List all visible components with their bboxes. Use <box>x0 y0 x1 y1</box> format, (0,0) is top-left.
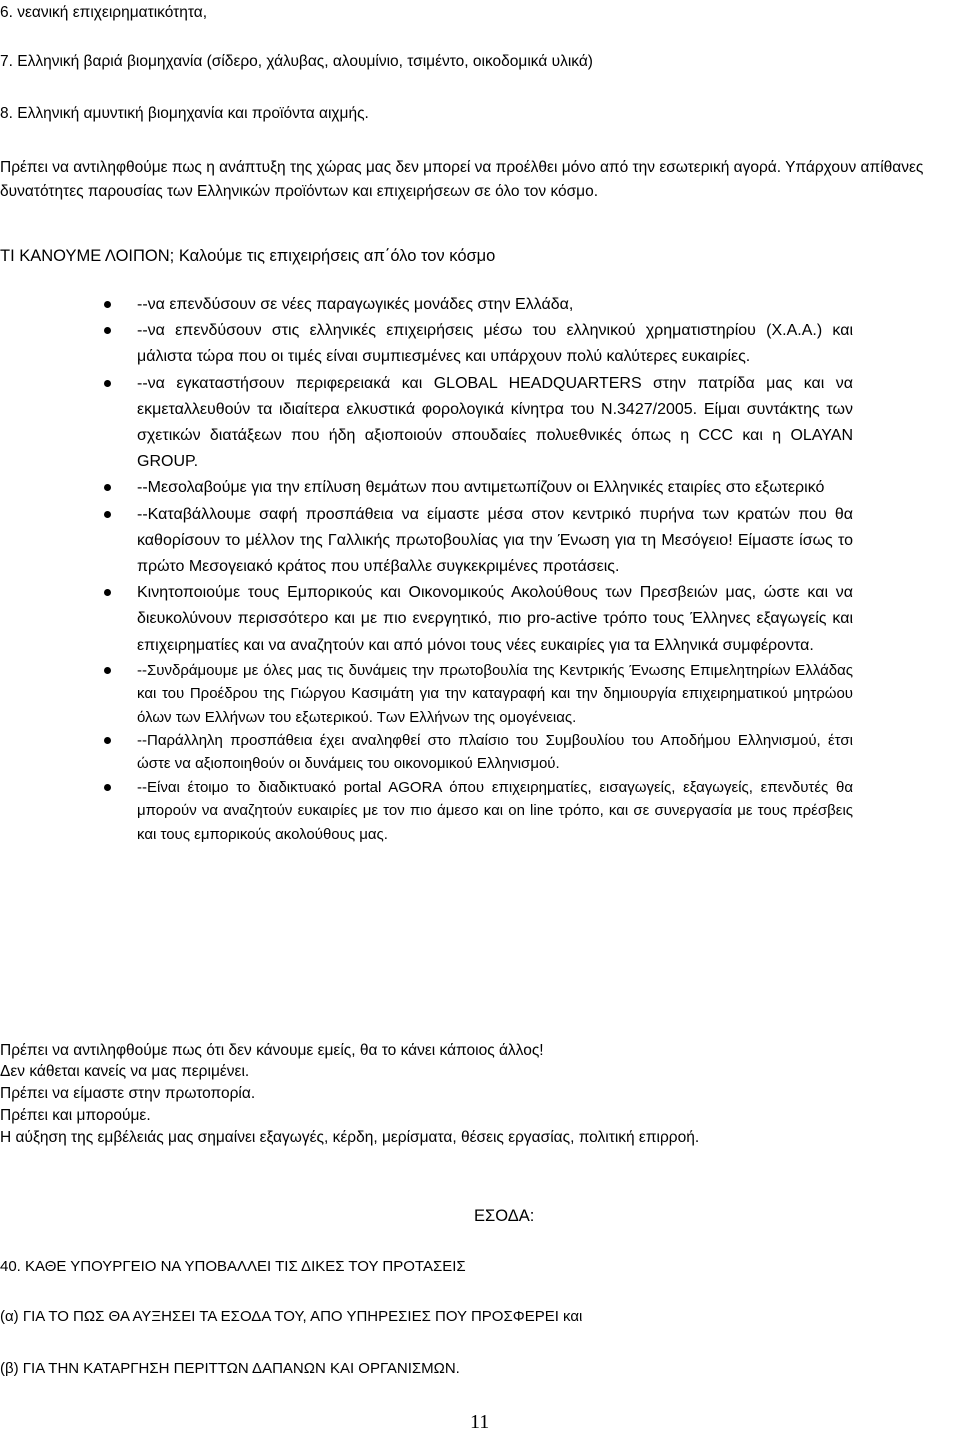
closing-line: Πρέπει και μπορούμε. <box>0 1107 151 1124</box>
bullet-item <box>0 318 853 370</box>
bullet-text: --Καταβάλλουμε σαφή προσπάθεια να είμαστε μέσα στον κεντρικό πυρήνα των κρατών που θα καθορίσουν το μέλλον της Γαλλικής πρωτοβουλίας για την Ένωση για τη Μεσόγειο! Είμαστε ίσως το πρώτο Μεσογειακό κράτος που υπέβαλλε συγκεκριμένες προτάσεις. <box>137 505 853 576</box>
bullet-text: --Συνδράμουμε με όλες μας τις δυνάμεις την πρωτοβουλία της Κεντρικής Ένωσης Επιμελητηρίων Ελλάδας και του Προέδρου της Γιώργου Κασιμάτη για την καταγραφή και την δημιουργία επιχειρηματικού μητρώου όλων των Ελλήνων του εξωτερικού. Των Ελλήνων της ομογένειας. <box>137 661 853 726</box>
closing-line: Η αύξηση της εμβέλειάς μας σημαίνει εξαγωγές, κέρδη, μερίσματα, θέσεις εργασίας, πολιτική επιρροή. <box>0 1129 700 1146</box>
bullet-item <box>0 729 853 776</box>
closing-line: Πρέπει να αντιληφθούμε πως ότι δεν κάνουμε εμείς, θα το κάνει κάποιος άλλος! <box>0 1042 544 1059</box>
revenue-section-title: ΕΣΟΔΑ: <box>474 1207 535 1225</box>
intro-list-item: 8. Ελληνική αμυντική βιομηχανία και προϊόντα αιχμής. <box>0 105 369 122</box>
proposal-item: (β) ΓΙΑ ΤΗΝ ΚΑΤΑΡΓΗΣΗ ΠΕΡΙΤΤΩΝ ΔΑΠΑΝΩΝ ΚΑΙ ΟΡΓΑΝΙΣΜΩΝ. <box>0 1360 460 1377</box>
bullet-item <box>0 502 853 581</box>
bullet-icon <box>104 327 111 334</box>
bullet-text: --να επενδύσουν σε νέες παραγωγικές μονάδες στην Ελλάδα, <box>137 296 574 313</box>
intro-list-item: 7. Ελληνική βαριά βιομηχανία (σίδερο, χάλυβας, αλουμίνιο, τσιμέντο, οικοδομικά υλικά) <box>0 53 593 70</box>
bullet-icon <box>104 737 111 744</box>
intro-list-item: 6. νεανική επιχειρηματικότητα, <box>0 4 208 21</box>
paragraph-growth: Πρέπει να αντιληφθούμε πως η ανάπτυξη της χώρας μας δεν μπορεί να προέλθει μόνο από την εσωτερική αγορά. Υπάρχουν απίθανες δυνατότητες παρουσίας των Ελληνικών προϊόντων και επιχειρήσεων σε όλο τον κόσμο. <box>0 159 924 200</box>
closing-line: Πρέπει να είμαστε στην πρωτοπορία. <box>0 1085 256 1102</box>
bullet-text: --Μεσολαβούμε για την επίλυση θεμάτων που αντιμετωπίζουν οι Ελληνικές εταιρίες στο εξωτερικό <box>137 479 825 497</box>
bullet-text: --Είναι έτοιμο το διαδικτυακό portal AGORA όπου επιχειρηματίες, εισαγωγείς, εξαγωγείς, επενδυτές θα μπορούν να αναζητούν ευκαιρίες με τον πιο άμεσο και on line τρόπο, και σε συνεργασία με τους πρέσβεις και τους εμπορικούς ακολούθους μας. <box>137 778 853 843</box>
bullet-item <box>0 292 853 318</box>
bullet-text: --να επενδύσουν στις ελληνικές επιχειρήσεις μέσω του ελληνικού χρηματιστηρίου (Χ.Α.Α.) και μάλιστα τώρα που οι τιμές είναι συμπιεσμένες και υπάρχουν πολύ καλύτερες ευκαιρίες. <box>137 322 853 366</box>
proposal-item: (α) ΓΙΑ ΤΟ ΠΩΣ ΘΑ ΑΥΞΗΣΕΙ ΤΑ ΕΣΟΔΑ ΤΟΥ, ΑΠΟ ΥΠΗΡΕΣΙΕΣ ΠΟΥ ΠΡΟΣΦΕΡΕΙ και <box>0 1308 583 1325</box>
bullet-icon <box>104 589 111 596</box>
page-number: 11 <box>470 1411 490 1433</box>
bullet-icon <box>104 667 111 674</box>
bullet-icon <box>104 380 111 387</box>
actions-bullet-list <box>0 292 960 846</box>
bullet-icon <box>104 484 111 491</box>
closing-line: Δεν κάθεται κανείς να μας περιμένει. <box>0 1063 250 1080</box>
section-heading: ΤΙ ΚΑΝΟΥΜΕ ΛΟΙΠΟΝ; Καλούμε τις επιχειρήσεις απ΄όλο τον κόσμο <box>0 247 496 265</box>
proposal-item: 40. ΚΑΘΕ ΥΠΟΥΡΓΕΙΟ ΝΑ ΥΠΟΒΑΛΛΕΙ ΤΙΣ ΔΙΚΕΣ ΤΟΥ ΠΡΟΤΑΣΕΙΣ <box>0 1258 466 1275</box>
bullet-item <box>0 776 853 846</box>
bullet-text: --Παράλληλη προσπάθεια έχει αναληφθεί στο πλαίσιο του Συμβουλίου του Αποδήμου Ελληνισμού, έτσι ώστε να αξιοποιηθούν οι δυνάμεις του οικονομικού Ελληνισμού. <box>137 732 853 773</box>
bullet-text: --να εγκαταστήσουν περιφερειακά και GLOBAL HEADQUARTERS στην πατρίδα μας και να εκμεταλλευθούν τα ιδιαίτερα ελκυστικά φορολογικά κίνητρα του Ν.3427/2005. Είμαι συντάκτης των σχετικών διατάξεων που ήδη αξιοποιούν σπουδαίες πολυεθνικές όπως η CCC και η OLAYAN GROUP. <box>137 374 853 471</box>
bullet-item <box>0 659 853 729</box>
bullet-item <box>0 580 853 659</box>
bullet-icon <box>104 511 111 518</box>
bullet-item <box>0 475 853 501</box>
bullet-icon <box>104 301 111 308</box>
bullet-text: Κινητοποιούμε τους Εμπορικούς και Οικονομικούς Ακολούθους των Πρεσβειών μας, ώστε και να διευκολύνουν περισσότερο και με πιο ενεργητικό, πιο pro-active τρόπο τους Έλληνες εξαγωγείς και επιχειρηματίες και να αναζητούν και από μόνοι τους νέες ευκαιρίες για τα Ελληνικά συμφέροντα. <box>137 584 853 654</box>
bullet-icon <box>104 784 111 791</box>
bullet-item <box>0 371 853 476</box>
